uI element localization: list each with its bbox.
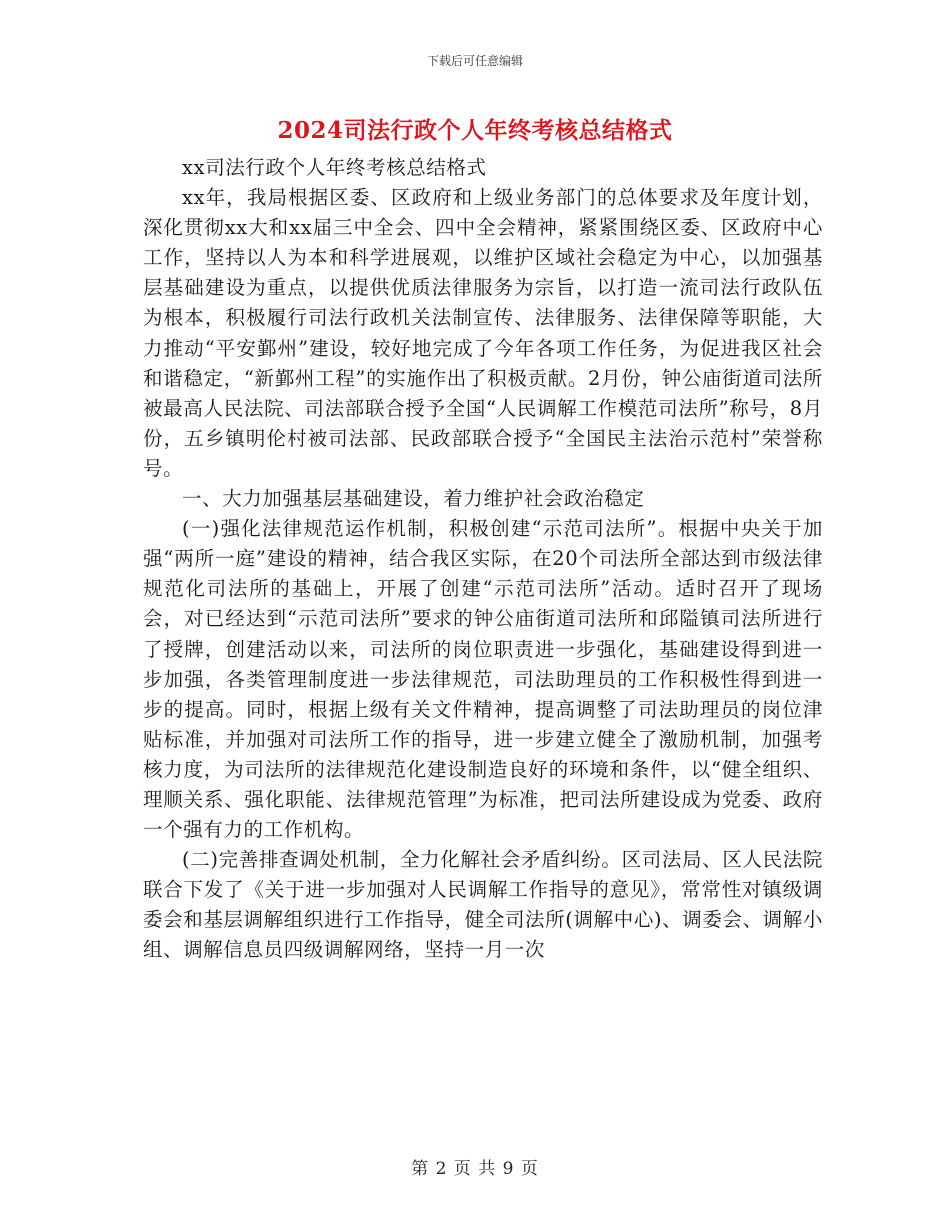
- section-heading: 一、大力加强基层基础建设，着力维护社会政治稳定: [182, 487, 645, 511]
- page-number: 第 2 页 共 9 页: [411, 1159, 539, 1179]
- body-paragraph: (一)强化法律规范运作机制，积极创建“示范司法所”。根据中央关于加强“两所一庭”建设的精神，结合我区实际，在20个司法所全部达到市级法律规范化司法所的基础上，开展了创建“示范司法所”活动。适时召开了现场会，对已经达到“示范司法所”要求的钟公庙街道司法所和邱隘镇司法所进行了授牌，创建活动以来，司法所的岗位职责进一步强化，基础建设得到进一步加强，各类管理制度进一步法律规范，司法助理员的工作积极性得到进一步的提高。同时，根据上级有关文件精神，提高调整了司法助理员的岗位津贴标准，并加强对司法所工作的指导，进一步建立健全了激励机制，加强考核力度，为司法所的法律规范化建设制造良好的环境和条件，以“健全组织、理顺关系、强化职能、法律规范管理”为标准，把司法所建设成为党委、政府一个强有力的工作机构。: [143, 517, 823, 842]
- body-paragraph-subtitle: xx司法行政个人年终考核总结格式: [182, 156, 487, 179]
- body-paragraph: xx年，我局根据区委、区政府和上级业务部门的总体要求及年度计划，深化贯彻xx大和xx届三中全会、四中全会精神，紧紧围绕区委、区政府中心工作，坚持以人为本和科学进展观，以维护区域社会稳定为中心，以加强基层基础建设为重点，以提供优质法律服务为宗旨，以打造一流司法行政队伍为根本，积极履行司法行政机关法制宣传、法律服务、法律保障等职能，大力推动“平安鄞州”建设，较好地完成了今年各项工作任务，为促进我区社会和谐稳定，“新鄞州工程”的实施作出了积极贡献。2月份，钟公庙街道司法所被最高人民法院、司法部联合授予全国“人民调解工作模范司法所”称号，8月份，五乡镇明伦村被司法部、民政部联合授予“全国民主法治示范村”荣誉称号。: [143, 186, 823, 480]
- header-note: 下载后可任意编辑: [426, 54, 523, 68]
- document-body: [143, 153, 823, 966]
- body-paragraph: (二)完善排查调处机制，全力化解社会矛盾纠纷。区司法局、区人民法院联合下发了《关于进一步加强对人民调解工作指导的意见》，常常性对镇级调委会和基层调解组织进行工作指导，健全司法所(调解中心)、调委会、调解小组、调解信息员四级调解网络，坚持一月一次: [143, 848, 823, 962]
- document-title: 2024司法行政个人年终考核总结格式: [277, 117, 673, 144]
